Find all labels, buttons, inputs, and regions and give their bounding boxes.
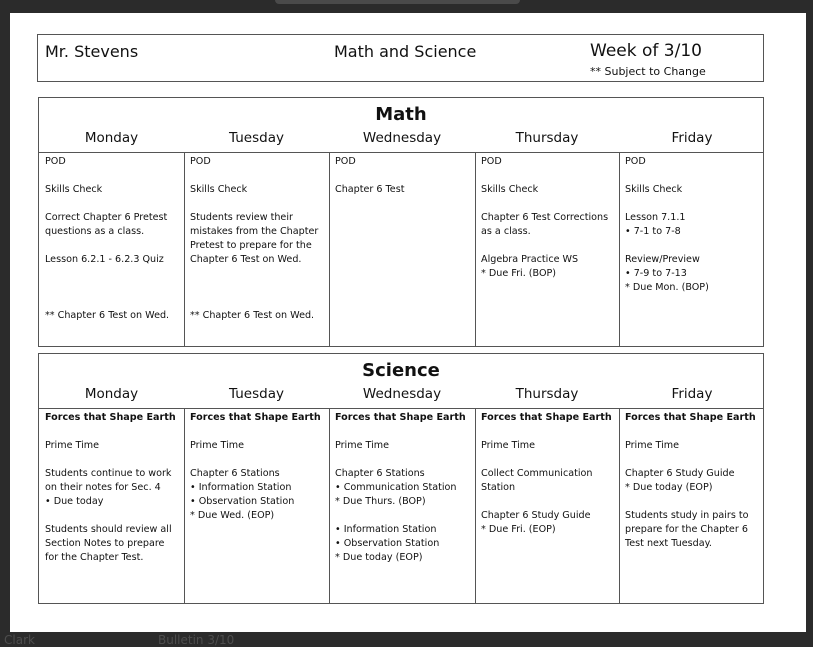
- teacher-name: Mr. Stevens: [45, 42, 139, 61]
- science-cell-monday: [45, 411, 180, 579]
- science-day-wednesday: Wednesday: [362, 386, 442, 402]
- math-title: Math: [375, 104, 427, 125]
- footer-tab-clark[interactable]: Clark: [4, 633, 35, 647]
- science-column-divider: [475, 408, 476, 603]
- document-page: [10, 13, 806, 632]
- science-column-divider: [619, 408, 620, 603]
- math-entry: ** Chapter 6 Test on Wed.: [45, 310, 170, 321]
- math-entry: POD: [625, 156, 646, 167]
- math-day-wednesday: Wednesday: [362, 130, 442, 146]
- science-day-tuesday: Tuesday: [229, 386, 284, 402]
- science-entry: • Information Station • Observation Station * Due today (EOP): [335, 524, 440, 563]
- science-entry: Students should review all Section Notes to prepare for the Chapter Test.: [45, 524, 172, 563]
- math-day-monday: Monday: [84, 130, 139, 146]
- science-day-friday: Friday: [671, 386, 713, 402]
- science-cell-thursday: [481, 411, 615, 551]
- math-entry: POD: [335, 156, 356, 167]
- math-entry: [190, 281, 325, 295]
- science-title: Science: [362, 360, 440, 381]
- science-cell-tuesday: [190, 411, 325, 537]
- math-column-divider: [184, 152, 185, 346]
- science-header-divider: [39, 408, 763, 409]
- science-entry: Chapter 6 Study Guide * Due Fri. (EOP): [481, 510, 591, 535]
- science-entry: Prime Time: [625, 440, 680, 451]
- math-entry: Lesson 7.1.1 • 7-1 to 7-8: [625, 212, 686, 237]
- math-entry: Chapter 6 Test: [335, 184, 405, 195]
- math-day-tuesday: Tuesday: [229, 130, 284, 146]
- math-cell-monday: [45, 155, 180, 337]
- math-entry: [45, 281, 180, 295]
- science-column-divider: [329, 408, 330, 603]
- science-entry: Forces that Shape Earth: [625, 412, 756, 423]
- math-entry: Correct Chapter 6 Pretest questions as a class.: [45, 212, 168, 237]
- math-cell-thursday: [481, 155, 615, 295]
- science-entry: Prime Time: [190, 440, 245, 451]
- math-entry: Lesson 6.2.1 - 6.2.3 Quiz: [45, 254, 164, 265]
- week-label: Week of 3/10: [590, 41, 702, 61]
- science-day-monday: Monday: [84, 386, 139, 402]
- science-entry: Forces that Shape Earth: [45, 412, 176, 423]
- math-cell-friday: [625, 155, 761, 309]
- science-entry: Collect Communication Station: [481, 468, 593, 493]
- math-day-thursday: Thursday: [515, 130, 579, 146]
- math-header-divider: [39, 152, 763, 153]
- math-section: [38, 97, 764, 347]
- science-entry: Students study in pairs to prepare for the Chapter 6 Test next Tuesday.: [625, 510, 749, 549]
- science-entry: Forces that Shape Earth: [481, 412, 612, 423]
- math-entry: Skills Check: [481, 184, 539, 195]
- math-column-divider: [475, 152, 476, 346]
- science-entry: Prime Time: [335, 440, 390, 451]
- science-entry: Prime Time: [45, 440, 100, 451]
- header-box: [37, 34, 764, 82]
- math-entry: ** Chapter 6 Test on Wed.: [190, 310, 315, 321]
- subject-to-change-note: ** Subject to Change: [590, 65, 706, 78]
- math-column-divider: [619, 152, 620, 346]
- science-section: [38, 353, 764, 604]
- science-entry: Chapter 6 Stations • Communication Station * Due Thurs. (BOP): [335, 468, 457, 507]
- window-top-tab: [275, 0, 520, 4]
- science-day-thursday: Thursday: [515, 386, 579, 402]
- math-entry: Students review their mistakes from the Chapter Pretest to prepare for the Chapter 6 Test on Wed.: [190, 212, 319, 265]
- math-entry: Skills Check: [45, 184, 103, 195]
- math-entry: POD: [190, 156, 211, 167]
- science-entry: Forces that Shape Earth: [335, 412, 466, 423]
- math-cell-wednesday: [335, 155, 471, 211]
- subject-title: Math and Science: [334, 42, 477, 61]
- science-cell-wednesday: [335, 411, 471, 579]
- math-entry: Skills Check: [625, 184, 683, 195]
- science-cell-friday: [625, 411, 761, 565]
- science-entry: Chapter 6 Stations • Information Station • Observation Station * Due Wed. (EOP): [190, 468, 295, 521]
- math-entry: Chapter 6 Test Corrections as a class.: [481, 212, 609, 237]
- footer-tab-bulletin[interactable]: Bulletin 3/10: [158, 633, 235, 647]
- math-day-friday: Friday: [671, 130, 713, 146]
- math-column-divider: [329, 152, 330, 346]
- science-column-divider: [184, 408, 185, 603]
- math-entry: Algebra Practice WS * Due Fri. (BOP): [481, 254, 579, 279]
- math-entry: POD: [481, 156, 502, 167]
- math-entry: POD: [45, 156, 66, 167]
- math-cell-tuesday: [190, 155, 325, 337]
- science-entry: Prime Time: [481, 440, 536, 451]
- math-entry: Review/Preview • 7-9 to 7-13 * Due Mon. (BOP): [625, 254, 709, 293]
- math-entry: Skills Check: [190, 184, 248, 195]
- science-entry: Students continue to work on their notes for Sec. 4 • Due today: [45, 468, 172, 507]
- science-entry: Forces that Shape Earth: [190, 412, 321, 423]
- science-entry: Chapter 6 Study Guide * Due today (EOP): [625, 468, 735, 493]
